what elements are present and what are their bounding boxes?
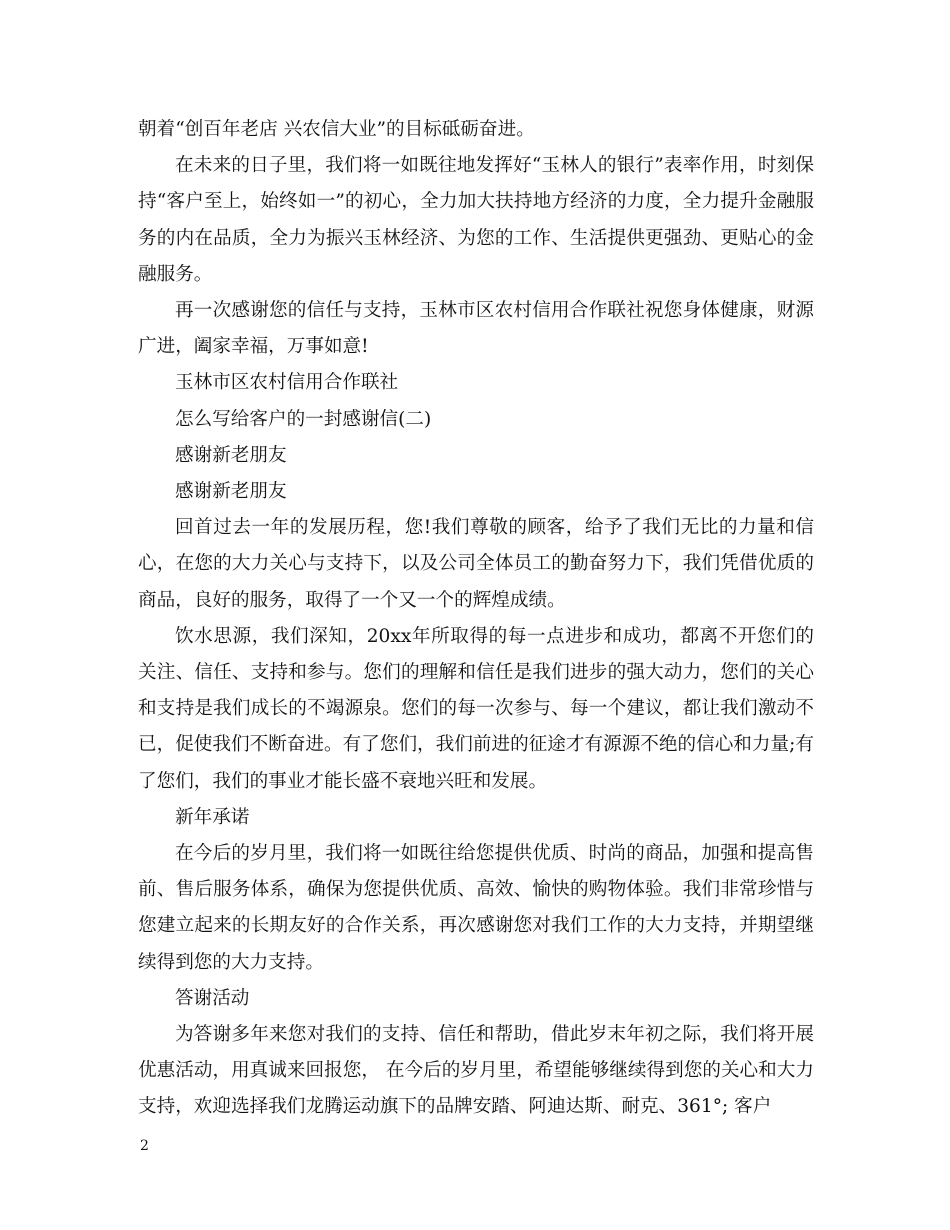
paragraph-thanks-blessing: 再一次感谢您的信任与支持，玉林市区农村信用合作联社祝您身体健康，财源广进，阖家幸福，万事如意! xyxy=(138,300,814,358)
signature-line: 玉林市区农村信用合作联社 xyxy=(175,372,399,394)
page-number: 2 xyxy=(140,1138,149,1154)
document-body xyxy=(138,112,814,1126)
heading-thanks-event: 答谢活动 xyxy=(175,987,250,1009)
paragraph-event: 为答谢多年来您对我们的支持、信任和帮助，借此岁末年初之际，我们将开展优惠活动，用真诚来回报您， 在今后的岁月里，希望能够继续得到您的关心和大力支持，欢迎选择我们龙腾运动旗下的品牌安踏、阿迪达斯、耐克、361°; 客户 xyxy=(138,1024,814,1118)
paragraph-gratitude: 饮水思源，我们深知，20xx年所取得的每一点进步和成功，都离不开您们的关注、信任、支持和参与。您们的理解和信任是我们进步的强大动力，您们的关心和支持是我们成长的不竭源泉。您们的每一次参与、每一个建议，都让我们激动不已，促使我们不断奋进。有了您们，我们前进的征途才有源源不绝的信心和力量;有了您们，我们的事业才能长盛不衰地兴旺和发展。 xyxy=(138,625,814,792)
heading-thanks-friends-repeat: 感谢新老朋友 xyxy=(175,481,287,503)
paragraph-review: 回首过去一年的发展历程，您!我们尊敬的顾客，给予了我们无比的力量和信心，在您的大力关心与支持下，以及公司全体员工的勤奋努力下，我们凭借优质的商品，良好的服务，取得了一个又一个的辉煌成绩。 xyxy=(138,517,814,611)
heading-new-year-promise: 新年承诺 xyxy=(175,806,250,828)
paragraph-promise: 在今后的岁月里，我们将一如既往给您提供优质、时尚的商品，加强和提高售前、售后服务体系，确保为您提供优质、高效、愉快的购物体验。我们非常珍惜与您建立起来的长期友好的合作关系，再次感谢您对我们工作的大力支持，并期望继续得到您的大力支持。 xyxy=(138,843,814,973)
paragraph-future-commitment: 在未来的日子里，我们将一如既往地发挥好“玉林人的银行”表率作用，时刻保持“客户至上，始终如一”的初心，全力加大扶持地方经济的力度，全力提升金融服务的内在品质，全力为振兴玉林经济、为您的工作、生活提供更强劲、更贴心的金融服务。 xyxy=(138,155,814,285)
paragraph-continuation: 朝着“创百年老店 兴农信大业”的目标砥砺奋进。 xyxy=(138,119,535,140)
section-title: 怎么写给客户的一封感谢信(二) xyxy=(175,408,432,430)
heading-thanks-friends: 感谢新老朋友 xyxy=(175,444,287,466)
